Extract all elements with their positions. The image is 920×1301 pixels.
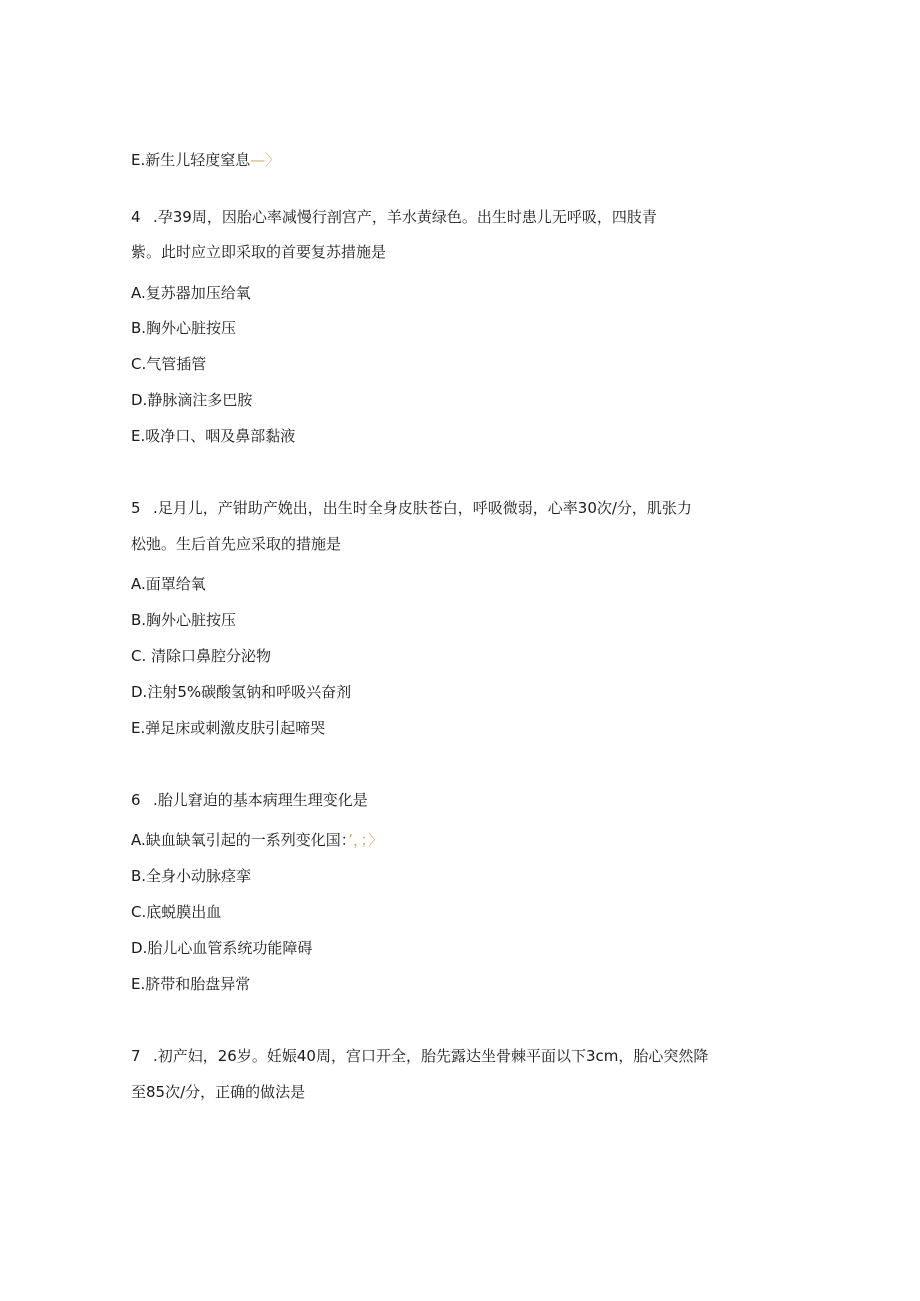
question-number: 4 [131,208,141,226]
question-6-stem-line1 [131,790,368,810]
question-7-stem-line2: 至85次/分，正确的做法是 [131,1083,306,1101]
question-6-option-c: C.底蜕膜出血 [131,903,222,921]
question-4-option-e: E.吸净口、咽及鼻部黏液 [131,427,296,445]
question-6-option-a [131,830,383,850]
question-5-option-a: A.面罩给氧 [131,575,206,593]
question-4-option-c: C.气管插管 [131,355,207,373]
question-number: 7 [131,1047,141,1065]
question-5-stem-line1 [131,498,692,518]
option-mark: —〉 [250,151,281,169]
question-5-stem-line2: 松弛。生后首先应采取的措施是 [131,535,342,553]
option-text: E.新生儿轻度窒息 [131,151,251,169]
question-number: 6 [131,791,141,809]
question-6-option-d: D.胎儿心血管系统功能障碍 [131,939,313,957]
question-4-stem-line1 [131,207,657,227]
question-4-option-b: B.胸外心脏按压 [131,319,237,337]
question-number: 5 [131,499,141,517]
question-5-option-c: C. 清除口鼻腔分泌物 [131,647,272,665]
prev-question-option-e [131,150,280,170]
question-7-stem-line1 [131,1046,708,1066]
question-6-option-b: B.全身小动脉痉挛 [131,867,252,885]
option-mark: ’，；〉 [348,831,384,849]
question-4-stem-line2: 紫。此时应立即采取的首要复苏措施是 [131,243,387,261]
question-5-option-b: B.胸外心脏按压 [131,611,237,629]
question-5-option-d: D.注射5%碳酸氢钠和呼吸兴奋剂 [131,683,352,701]
option-text: A.缺血缺氧引起的一系列变化国： [131,831,349,849]
question-stem: .初产妇，26岁。妊娠40周，宫口开全，胎先露达坐骨棘平面以下3cm，胎心突然降 [153,1047,709,1065]
question-5-option-e: E.弹足床或刺激皮肤引起啼哭 [131,719,326,737]
question-4-option-a: A.复苏器加压给氧 [131,284,251,302]
question-6-option-e: E.脐带和胎盘异常 [131,975,251,993]
question-stem: .胎儿窘迫的基本病理生理变化是 [153,791,368,809]
question-stem: .足月儿，产钳助产娩出，出生时全身皮肤苍白，呼吸微弱，心率30次/分，肌张力 [153,499,692,517]
question-4-option-d: D.静脉滴注多巴胺 [131,391,253,409]
question-stem: .孕39周，因胎心率减慢行剖宫产，羊水黄绿色。出生时患儿无呼吸，四肢青 [153,208,657,226]
